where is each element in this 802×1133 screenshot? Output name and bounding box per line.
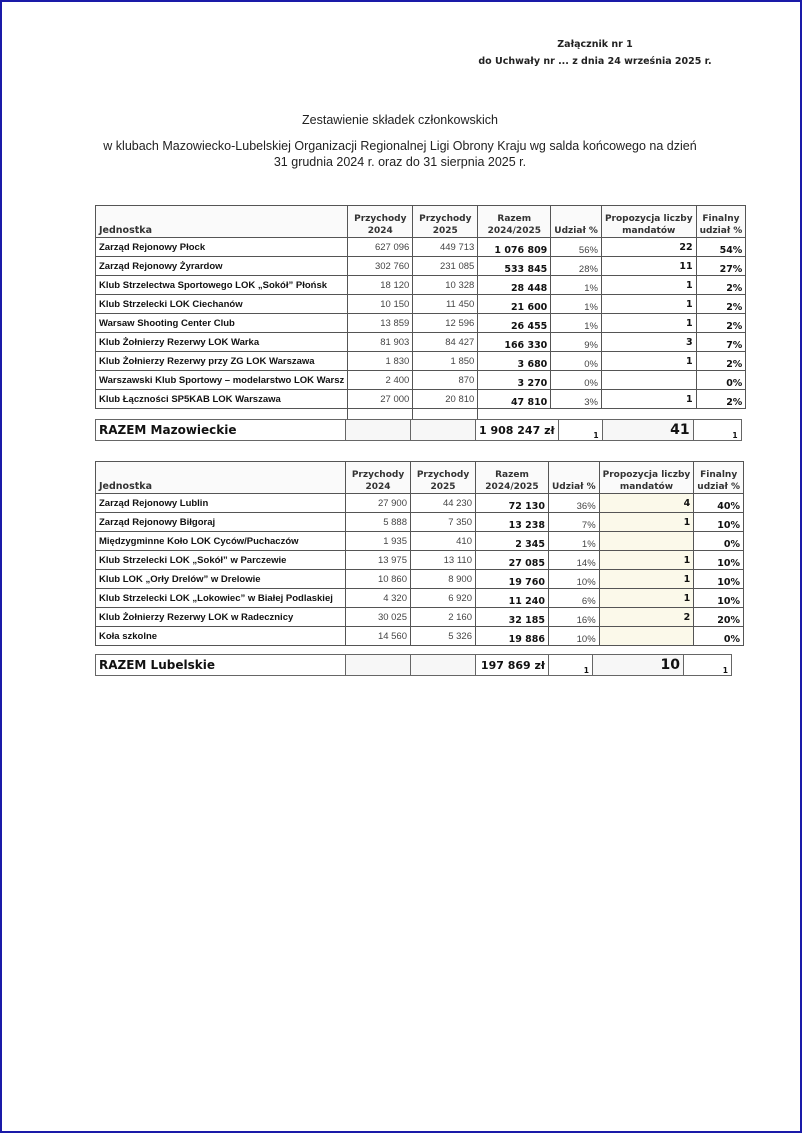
revenue-2025: 231 085 bbox=[413, 257, 478, 276]
unit-name: Klub Strzelecki LOK „Lokowiec” w Białej Podlaskiej bbox=[96, 589, 346, 608]
total-2024-2025: 3 270 bbox=[478, 371, 551, 390]
revenue-2025: 13 110 bbox=[411, 551, 476, 570]
mandates-proposal: 1 bbox=[601, 276, 696, 295]
revenue-2024: 627 096 bbox=[348, 238, 413, 257]
revenue-2025: 870 bbox=[413, 371, 478, 390]
revenue-2024: 27 900 bbox=[346, 494, 411, 513]
total-2024-2025: 533 845 bbox=[478, 257, 551, 276]
unit-name: Międzygminne Koło LOK Cyców/Puchaczów bbox=[96, 532, 346, 551]
table-row bbox=[96, 257, 746, 276]
mazowieckie-total-row bbox=[95, 419, 742, 441]
mandates-proposal: 11 bbox=[601, 257, 696, 276]
table-row bbox=[96, 295, 746, 314]
total-sum: 1 908 247 zł bbox=[476, 420, 559, 441]
col-revenue-2024: Przychody 2024 bbox=[346, 462, 411, 494]
col-mandates: Propozycja liczby mandatów bbox=[601, 206, 696, 238]
share-percent: 7% bbox=[549, 513, 600, 532]
revenue-2024: 2 400 bbox=[348, 371, 413, 390]
revenue-2025: 410 bbox=[411, 532, 476, 551]
revenue-2024: 81 903 bbox=[348, 333, 413, 352]
revenue-2024: 18 120 bbox=[348, 276, 413, 295]
table-row bbox=[96, 627, 744, 646]
table-row bbox=[96, 608, 744, 627]
unit-name: Klub Strzelecki LOK „Sokół” w Parczewie bbox=[96, 551, 346, 570]
unit-name: Klub Strzelectwa Sportowego LOK „Sokół” Płońsk bbox=[96, 276, 348, 295]
total-share: 1 bbox=[558, 420, 602, 441]
total-2024-2025: 1 076 809 bbox=[478, 238, 551, 257]
final-share-percent: 2% bbox=[696, 390, 746, 409]
unit-name: Klub Strzelecki LOK Ciechanów bbox=[96, 295, 348, 314]
mandates-proposal: 1 bbox=[599, 551, 694, 570]
document-title: Zestawienie składek członkowskich bbox=[302, 113, 498, 127]
revenue-2025: 1 850 bbox=[413, 352, 478, 371]
mandates-proposal bbox=[599, 532, 694, 551]
mandates-proposal: 3 bbox=[601, 333, 696, 352]
revenue-2024: 10 150 bbox=[348, 295, 413, 314]
share-percent: 56% bbox=[551, 238, 602, 257]
final-share-percent: 0% bbox=[696, 371, 746, 390]
unit-name: Zarząd Rejonowy Płock bbox=[96, 238, 348, 257]
share-percent: 1% bbox=[551, 295, 602, 314]
revenue-2025: 6 920 bbox=[411, 589, 476, 608]
total-2024-2025: 3 680 bbox=[478, 352, 551, 371]
revenue-2025: 8 900 bbox=[411, 570, 476, 589]
total-mandates: 10 bbox=[593, 655, 684, 676]
final-share-percent: 40% bbox=[694, 494, 744, 513]
unit-name: Klub Żołnierzy Rezerwy LOK Warka bbox=[96, 333, 348, 352]
total-2024-2025: 72 130 bbox=[476, 494, 549, 513]
share-percent: 6% bbox=[549, 589, 600, 608]
total-empty-2024 bbox=[346, 420, 411, 441]
mandates-proposal: 1 bbox=[601, 352, 696, 371]
share-percent: 14% bbox=[549, 551, 600, 570]
annex-resolution: do Uchwały nr ... z dnia 24 września 2025 r. bbox=[478, 56, 712, 67]
share-percent: 1% bbox=[549, 532, 600, 551]
final-share-percent: 2% bbox=[696, 352, 746, 371]
col-unit: Jednostka bbox=[96, 462, 346, 494]
share-percent: 1% bbox=[551, 276, 602, 295]
revenue-2025: 12 596 bbox=[413, 314, 478, 333]
revenue-2025: 7 350 bbox=[411, 513, 476, 532]
unit-name: Zarząd Rejonowy Lublin bbox=[96, 494, 346, 513]
unit-name: Warszawski Klub Sportowy – modelarstwo LOK Warsz bbox=[96, 371, 348, 390]
mandates-proposal: 1 bbox=[599, 513, 694, 532]
annex-number: Załącznik nr 1 bbox=[557, 39, 633, 50]
revenue-2025: 449 713 bbox=[413, 238, 478, 257]
col-revenue-2025: Przychody 2025 bbox=[411, 462, 476, 494]
col-share: Udział % bbox=[551, 206, 602, 238]
revenue-2025: 84 427 bbox=[413, 333, 478, 352]
total-2024-2025: 166 330 bbox=[478, 333, 551, 352]
mandates-proposal: 1 bbox=[601, 390, 696, 409]
final-share-percent: 10% bbox=[694, 570, 744, 589]
table-header-row bbox=[96, 206, 746, 238]
unit-name: Warsaw Shooting Center Club bbox=[96, 314, 348, 333]
table-header-row bbox=[96, 462, 744, 494]
table-row bbox=[96, 570, 744, 589]
col-final-share: Finalny udział % bbox=[696, 206, 746, 238]
mandates-proposal: 2 bbox=[599, 608, 694, 627]
total-2024-2025: 26 455 bbox=[478, 314, 551, 333]
table-row bbox=[96, 513, 744, 532]
revenue-2024: 1 830 bbox=[348, 352, 413, 371]
table-row bbox=[96, 333, 746, 352]
total-label: RAZEM Lubelskie bbox=[96, 655, 346, 676]
document-subtitle bbox=[80, 138, 720, 170]
total-2024-2025: 19 886 bbox=[476, 627, 549, 646]
final-share-percent: 2% bbox=[696, 314, 746, 333]
table-row bbox=[96, 371, 746, 390]
table-row bbox=[96, 494, 744, 513]
unit-name: Klub Łączności SP5KAB LOK Warszawa bbox=[96, 390, 348, 409]
share-percent: 0% bbox=[551, 352, 602, 371]
final-share-percent: 0% bbox=[694, 627, 744, 646]
mandates-proposal: 1 bbox=[599, 589, 694, 608]
share-percent: 10% bbox=[549, 627, 600, 646]
final-share-percent: 27% bbox=[696, 257, 746, 276]
table-row bbox=[96, 532, 744, 551]
revenue-2024: 1 935 bbox=[346, 532, 411, 551]
col-unit: Jednostka bbox=[96, 206, 348, 238]
final-share-percent: 20% bbox=[694, 608, 744, 627]
revenue-2025: 2 160 bbox=[411, 608, 476, 627]
table-row bbox=[96, 390, 746, 409]
revenue-2025: 5 326 bbox=[411, 627, 476, 646]
share-percent: 1% bbox=[551, 314, 602, 333]
total-2024-2025: 11 240 bbox=[476, 589, 549, 608]
revenue-2024: 30 025 bbox=[346, 608, 411, 627]
revenue-2024: 13 975 bbox=[346, 551, 411, 570]
share-percent: 28% bbox=[551, 257, 602, 276]
share-percent: 3% bbox=[551, 390, 602, 409]
total-empty-2025 bbox=[411, 420, 476, 441]
mandates-proposal bbox=[601, 371, 696, 390]
revenue-2024: 5 888 bbox=[346, 513, 411, 532]
final-share-percent: 7% bbox=[696, 333, 746, 352]
table-row bbox=[96, 314, 746, 333]
unit-name: Zarząd Rejonowy Biłgoraj bbox=[96, 513, 346, 532]
final-share-percent: 54% bbox=[696, 238, 746, 257]
mandates-proposal: 1 bbox=[599, 570, 694, 589]
revenue-2024: 27 000 bbox=[348, 390, 413, 409]
total-2024-2025: 32 185 bbox=[476, 608, 549, 627]
unit-name: Klub Żołnierzy Rezerwy przy ZG LOK Warszawa bbox=[96, 352, 348, 371]
annex-header bbox=[470, 36, 720, 70]
total-final-share: 1 bbox=[684, 655, 732, 676]
final-share-percent: 10% bbox=[694, 589, 744, 608]
col-total: Razem 2024/2025 bbox=[476, 462, 549, 494]
mandates-proposal: 1 bbox=[601, 314, 696, 333]
total-sum: 197 869 zł bbox=[476, 655, 549, 676]
unit-name: Klub LOK „Orły Drelów” w Drelowie bbox=[96, 570, 346, 589]
col-share: Udział % bbox=[549, 462, 600, 494]
revenue-2024: 10 860 bbox=[346, 570, 411, 589]
total-2024-2025: 47 810 bbox=[478, 390, 551, 409]
unit-name: Klub Żołnierzy Rezerwy LOK w Radecznicy bbox=[96, 608, 346, 627]
revenue-2024: 302 760 bbox=[348, 257, 413, 276]
unit-name: Koła szkolne bbox=[96, 627, 346, 646]
col-mandates: Propozycja liczby mandatów bbox=[599, 462, 694, 494]
revenue-2024: 13 859 bbox=[348, 314, 413, 333]
revenue-2024: 14 560 bbox=[346, 627, 411, 646]
share-percent: 0% bbox=[551, 371, 602, 390]
revenue-2025: 44 230 bbox=[411, 494, 476, 513]
unit-name: Zarząd Rejonowy Żyrardow bbox=[96, 257, 348, 276]
mazowieckie-table bbox=[95, 205, 746, 421]
final-share-percent: 10% bbox=[694, 513, 744, 532]
total-2024-2025: 13 238 bbox=[476, 513, 549, 532]
total-final-share: 1 bbox=[693, 420, 741, 441]
final-share-percent: 2% bbox=[696, 276, 746, 295]
table-row bbox=[96, 276, 746, 295]
total-label: RAZEM Mazowieckie bbox=[96, 420, 346, 441]
total-2024-2025: 28 448 bbox=[478, 276, 551, 295]
share-percent: 16% bbox=[549, 608, 600, 627]
share-percent: 9% bbox=[551, 333, 602, 352]
table-row bbox=[96, 589, 744, 608]
total-mandates: 41 bbox=[602, 420, 693, 441]
table-row bbox=[96, 238, 746, 257]
final-share-percent: 10% bbox=[694, 551, 744, 570]
table-row bbox=[96, 551, 744, 570]
mandates-proposal bbox=[599, 627, 694, 646]
final-share-percent: 0% bbox=[694, 532, 744, 551]
revenue-2024: 4 320 bbox=[346, 589, 411, 608]
total-2024-2025: 19 760 bbox=[476, 570, 549, 589]
col-revenue-2025: Przychody 2025 bbox=[413, 206, 478, 238]
total-2024-2025: 2 345 bbox=[476, 532, 549, 551]
total-2024-2025: 21 600 bbox=[478, 295, 551, 314]
total-share: 1 bbox=[549, 655, 593, 676]
col-final-share: Finalny udział % bbox=[694, 462, 744, 494]
total-2024-2025: 27 085 bbox=[476, 551, 549, 570]
col-total: Razem 2024/2025 bbox=[478, 206, 551, 238]
total-empty-2025 bbox=[411, 655, 476, 676]
subtitle-line-2: 31 grudnia 2024 r. oraz do 31 sierpnia 2025 r. bbox=[273, 155, 527, 169]
mandates-proposal: 1 bbox=[601, 295, 696, 314]
subtitle-line-1: w klubach Mazowiecko-Lubelskiej Organizacji Regionalnej Ligi Obrony Kraju wg salda końcowego na dzień bbox=[103, 139, 697, 153]
lubelskie-table bbox=[95, 461, 744, 646]
table-row bbox=[96, 352, 746, 371]
final-share-percent: 2% bbox=[696, 295, 746, 314]
share-percent: 36% bbox=[549, 494, 600, 513]
revenue-2025: 11 450 bbox=[413, 295, 478, 314]
mandates-proposal: 4 bbox=[599, 494, 694, 513]
revenue-2025: 10 328 bbox=[413, 276, 478, 295]
lubelskie-total-row bbox=[95, 654, 732, 676]
share-percent: 10% bbox=[549, 570, 600, 589]
mandates-proposal: 22 bbox=[601, 238, 696, 257]
revenue-2025: 20 810 bbox=[413, 390, 478, 409]
col-revenue-2024: Przychody 2024 bbox=[348, 206, 413, 238]
total-empty-2024 bbox=[346, 655, 411, 676]
